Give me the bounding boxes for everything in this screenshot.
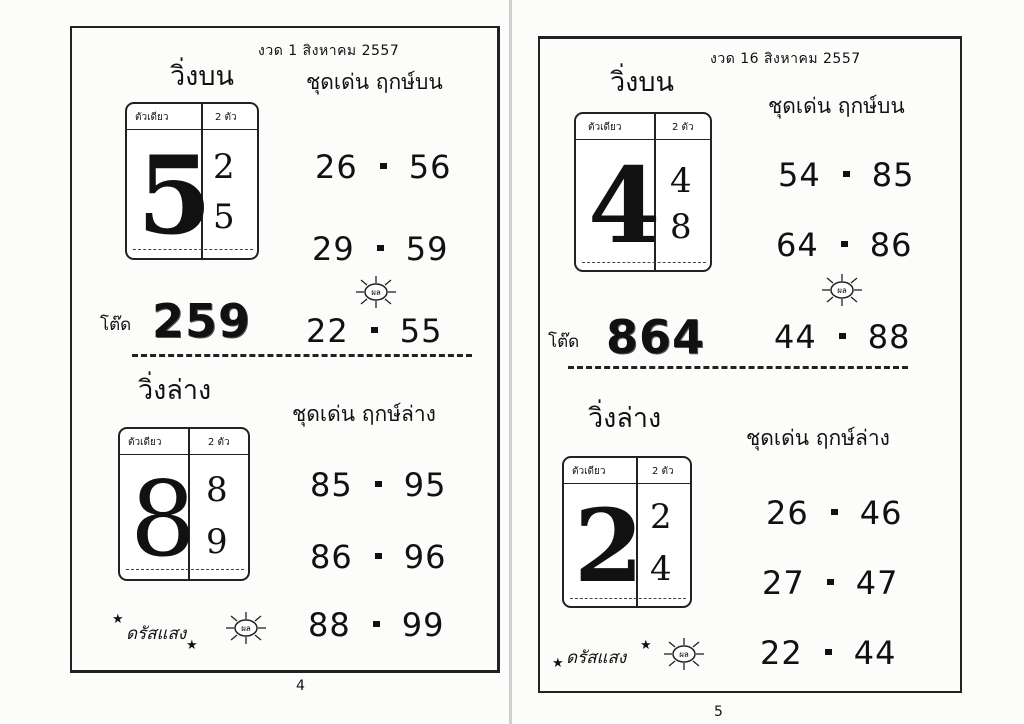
pair-separator (831, 509, 838, 515)
two-digit-header: 2 ตัว (208, 437, 230, 448)
draw-title: งวด 16 สิงหาคม 2557 (710, 51, 861, 67)
two-digit-second: 4 (650, 549, 672, 589)
pair-separator (375, 553, 382, 559)
pair-second: 59 (405, 230, 449, 268)
page-left (70, 26, 500, 694)
digit-box-header (120, 429, 248, 455)
pair-second: 47 (855, 564, 899, 602)
section-divider (568, 366, 908, 369)
upper-pair-row (774, 318, 910, 356)
upper-pair-row (778, 156, 914, 194)
pair-second: 46 (859, 494, 903, 532)
pair-separator (371, 327, 378, 333)
pair-second: 95 (403, 466, 447, 504)
page-right (538, 36, 962, 720)
single-digit-header: ตัวเดียว (135, 112, 169, 123)
upper-digit-box (574, 112, 712, 272)
pair-first: 22 (760, 634, 803, 672)
pair-first: 54 (778, 156, 821, 194)
page-number: 4 (296, 678, 305, 694)
pair-first: 29 (312, 230, 355, 268)
sun-emblem-icon (352, 274, 400, 310)
single-digit: 8 (130, 458, 197, 580)
upper-set-heading: ชุดเด่น ฤกษ์บน (306, 70, 443, 94)
lower-heading: วิ่งล่าง (138, 375, 212, 406)
star-icon: ★ (112, 612, 124, 627)
section-divider (132, 354, 472, 357)
pair-separator (373, 621, 380, 627)
pair-second: 96 (403, 538, 447, 576)
single-digit: 4 (588, 144, 661, 267)
box-dashed-line (126, 569, 244, 570)
draw-title: งวด 1 สิงหาคม 2557 (258, 43, 400, 59)
pair-first: 88 (308, 606, 351, 644)
pair-second: 55 (399, 312, 443, 350)
page-number: 5 (714, 704, 723, 720)
pair-first: 85 (310, 466, 353, 504)
pair-first: 44 (774, 318, 817, 356)
two-digit-header: 2 ตัว (652, 466, 674, 477)
lower-heading: วิ่งล่าง (588, 403, 662, 434)
lower-pair-row (308, 606, 444, 644)
emblem-text: ผล (679, 650, 689, 659)
upper-pair-row (312, 230, 448, 268)
box-dashed-line (570, 598, 686, 599)
emblem-text: ผล (241, 624, 251, 633)
pair-second: 86 (869, 226, 913, 264)
digit-box-header (127, 104, 257, 130)
two-digit-second: 9 (206, 522, 228, 562)
tode-label: โต๊ด (100, 315, 132, 335)
star-icon: ★ (552, 656, 564, 671)
upper-set-heading: ชุดเด่น ฤกษ์บน (768, 94, 905, 118)
two-digit-first: 2 (650, 497, 672, 537)
pair-separator (827, 579, 834, 585)
lower-digit-box (562, 456, 692, 608)
emblem-text: ผล (371, 288, 381, 297)
pair-separator (377, 245, 384, 251)
pair-first: 86 (310, 538, 353, 576)
lower-set-heading: ชุดเด่น ฤกษ์ล่าง (292, 402, 436, 426)
two-digit-first: 4 (670, 161, 692, 201)
lower-digit-box (118, 427, 250, 581)
pair-second: 85 (871, 156, 915, 194)
pair-separator (380, 163, 387, 169)
single-digit: 2 (574, 487, 644, 605)
tode-label: โต๊ด (548, 332, 580, 352)
single-digit-header: ตัวเดียว (572, 466, 606, 477)
pair-second: 56 (408, 148, 452, 186)
pair-second: 44 (853, 634, 897, 672)
upper-pair-row (315, 148, 451, 186)
two-digit-first: 2 (213, 147, 235, 187)
lower-pair-row (762, 564, 898, 602)
tode-number: 259 (152, 294, 252, 348)
signature: ดรัสแสง (566, 648, 627, 668)
single-digit-header: ตัวเดียว (128, 437, 162, 448)
single-digit: 5 (137, 133, 213, 259)
pair-second: 88 (867, 318, 911, 356)
pair-first: 26 (315, 148, 358, 186)
tode-number: 864 (606, 310, 706, 364)
two-digit-first: 8 (206, 470, 228, 510)
signature: ดรัสแสง (126, 624, 187, 644)
single-digit-header: ตัวเดียว (588, 122, 622, 133)
pair-first: 64 (776, 226, 819, 264)
box-dashed-line (582, 262, 706, 263)
sun-emblem-icon (222, 610, 270, 646)
lower-set-heading: ชุดเด่น ฤกษ์ล่าง (746, 426, 890, 450)
upper-digit-box (125, 102, 259, 260)
upper-pair-row (306, 312, 442, 350)
emblem-text: ผล (837, 286, 847, 295)
box-dashed-line (133, 249, 253, 250)
two-digit-second: 8 (670, 207, 692, 247)
star-icon: ★ (640, 638, 652, 653)
sun-emblem-icon (818, 272, 866, 308)
digit-box-header (564, 458, 690, 484)
pair-first: 27 (762, 564, 805, 602)
sun-emblem-icon (660, 636, 708, 672)
pair-separator (375, 481, 382, 487)
book-gutter (509, 0, 512, 724)
lower-pair-row (310, 538, 446, 576)
upper-heading: วิ่งบน (610, 67, 674, 98)
two-digit-header: 2 ตัว (215, 112, 237, 123)
digit-box-header (576, 114, 710, 140)
pair-separator (841, 241, 848, 247)
pair-separator (825, 649, 832, 655)
lower-pair-row (310, 466, 446, 504)
pair-separator (839, 333, 846, 339)
lower-pair-row (760, 634, 896, 672)
two-digit-header: 2 ตัว (672, 122, 694, 133)
pair-second: 99 (401, 606, 445, 644)
two-digit-second: 5 (213, 197, 235, 237)
pair-separator (843, 171, 850, 177)
upper-pair-row (776, 226, 912, 264)
pair-first: 26 (766, 494, 809, 532)
star-icon: ★ (186, 638, 198, 653)
lower-pair-row (766, 494, 902, 532)
pair-first: 22 (306, 312, 349, 350)
upper-heading: วิ่งบน (170, 61, 234, 92)
